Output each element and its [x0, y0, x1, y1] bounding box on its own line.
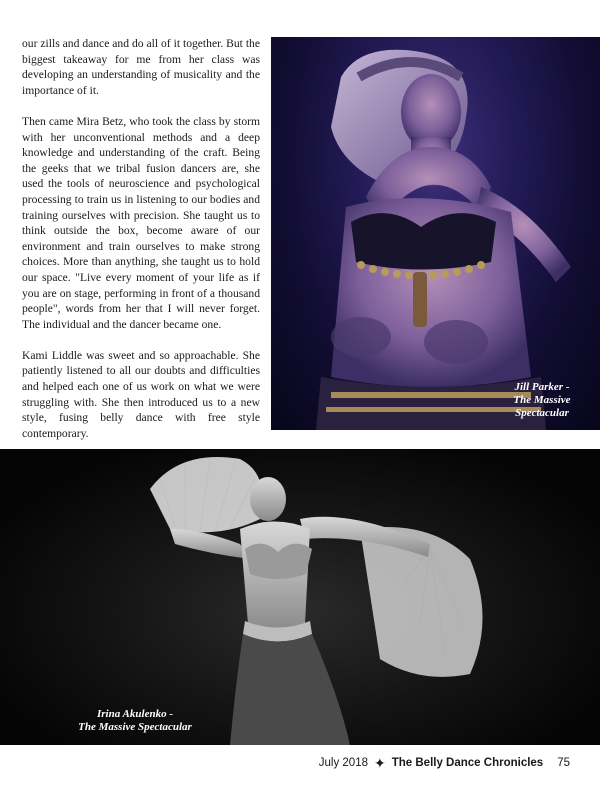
caption-line: Spectacular	[515, 407, 569, 419]
article-text-column	[22, 36, 260, 457]
photo-irina-akulenko	[0, 449, 600, 745]
caption-line: The Massive Spectacular	[78, 721, 192, 733]
page-number: 75	[557, 757, 570, 769]
page-footer	[319, 757, 570, 769]
issue-date: July 2018	[318, 757, 368, 769]
photo-caption-top	[492, 381, 592, 420]
photo-jill-parker	[271, 37, 600, 430]
article-paragraph-3: Kami Liddle was sweet and so approachable. She patiently listened to all our doubts and difficulties and helped each one of us work on what we were struggling with. She then introduced us to a new style, fusing belly dance with free style contemporary.	[22, 348, 260, 440]
caption-line: The Massive	[513, 394, 571, 406]
article-paragraph-1: our zills and dance and do all of it together. But the biggest takeaway for me from her class was developing an understanding of musicality and the importance of it.	[22, 37, 260, 97]
photo-caption-bottom	[70, 708, 200, 734]
star-separator-icon: ✦	[374, 755, 386, 771]
article-paragraph-2: Then came Mira Betz, who took the class by storm with her unconventional methods and a deep knowledge and understanding of the craft. Being the geeks that we tribal fusion dancers are, she used the tools of neuroscience and psychological processing to train us in listening to our bodies and training ourselves with precision. She taught us to think outside the box, become aware of our environment and train ourselves to make strong choices. More than anything, she taught us to hold our space. "Live every moment of your life as if you are on stage, performing in front of a thousand people", words from her that I will never forget. The individual and the dancer became one.	[22, 114, 260, 331]
dancer-illustration-bottom	[0, 449, 600, 745]
caption-line: Irina Akulenko -	[96, 708, 173, 720]
caption-line: Jill Parker -	[514, 381, 570, 393]
dancer-illustration-top	[271, 37, 600, 430]
publication-title: The Belly Dance Chronicles	[391, 757, 544, 769]
